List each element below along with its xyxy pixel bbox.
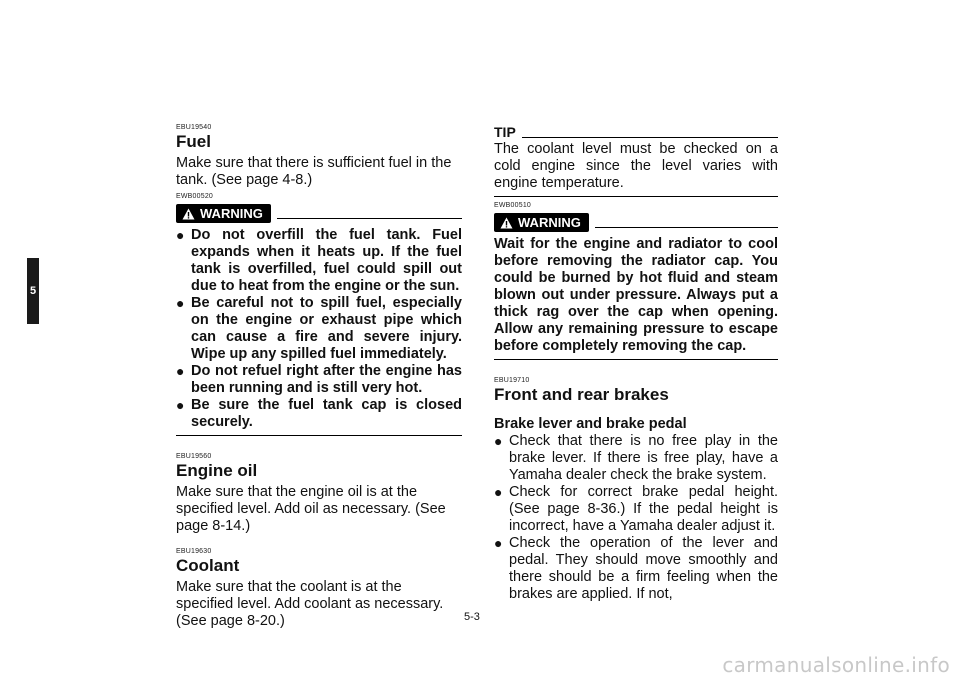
radiator-warning-code: EWB00510 <box>494 202 532 209</box>
warning-triangle-icon <box>500 217 513 229</box>
coolant-section-code: EBU19630 <box>176 548 212 555</box>
list-item: ● Be careful not to spill fuel, especially on the engine or exhaust pipe which can cause a fire and severe injury. Wipe up any spilled fuel immediately. <box>176 295 462 362</box>
bullet-icon: ● <box>176 397 185 413</box>
bullet-icon: ● <box>176 227 185 243</box>
list-item: ● Check the operation of the lever and pedal. They should move smoothly and there should be a firm feeling when the brakes are applied. If not, <box>494 535 778 602</box>
bullet-icon: ● <box>494 484 503 500</box>
bullet-icon: ● <box>176 295 185 311</box>
fuel-warning-header <box>176 204 462 223</box>
fuel-section-code: EBU19540 <box>176 124 212 131</box>
brakes-subheading: Brake lever and brake pedal <box>494 416 687 432</box>
warning-badge <box>176 204 271 223</box>
fuel-warning-code: EWB00520 <box>176 193 214 200</box>
engine-oil-section-code: EBU19560 <box>176 453 212 460</box>
brakes-section-code: EBU19710 <box>494 377 530 384</box>
coolant-heading: Coolant <box>176 556 240 575</box>
brakes-list <box>494 433 778 603</box>
list-item: ● Be sure the fuel tank cap is closed securely. <box>176 397 462 430</box>
fuel-heading: Fuel <box>176 132 211 151</box>
warning-badge <box>494 213 589 232</box>
bullet-icon: ● <box>494 433 503 449</box>
warning-triangle-icon <box>182 208 195 220</box>
engine-oil-body: Make sure that the engine oil is at the specified level. Add oil as necessary. (See page 8-14.) <box>176 484 446 534</box>
list-item: ● Check for correct brake pedal height. (See page 8-36.) If the pedal height is incorrect, have a Yamaha dealer adjust it. <box>494 484 778 534</box>
warning-end-rule <box>494 359 778 360</box>
bullet-icon: ● <box>494 535 503 551</box>
watermark: carmanualsonline.info <box>722 653 950 677</box>
tip-label: TIP <box>494 124 516 140</box>
right-column <box>494 124 778 603</box>
tip-body: The coolant level must be checked on a cold engine since the level varies with engine temperature. <box>494 141 778 191</box>
radiator-warning-header <box>494 213 778 232</box>
list-item: ● Check that there is no free play in the brake lever. If there is free play, have a Yamaha dealer check the brake system. <box>494 433 778 483</box>
engine-oil-heading: Engine oil <box>176 461 258 480</box>
radiator-warning-body: Wait for the engine and radiator to cool before removing the radiator cap. You could be burned by hot fluid and steam blown out under pressure. Always put a thick rag over the cap when opening. Allow any remaining pressure to escape before completely removing the cap. <box>494 236 778 354</box>
list-item: ● Do not overfill the fuel tank. Fuel expands when it heats up. If the fuel tank is overfilled, fuel could spill out due to heat from the engine or the sun. <box>176 227 462 294</box>
bullet-icon: ● <box>176 363 185 379</box>
left-column <box>176 124 462 630</box>
warning-rule <box>277 218 462 219</box>
page-number: 5-3 <box>464 611 480 623</box>
coolant-body: Make sure that the coolant is at the specified level. Add coolant as necessary. (See page 8-20.) <box>176 579 444 629</box>
warning-label: WARNING <box>518 215 581 230</box>
list-item: ● Do not refuel right after the engine has been running and is still very hot. <box>176 363 462 396</box>
fuel-body: Make sure that there is sufficient fuel in the tank. (See page 4-8.) <box>176 155 452 188</box>
tip-header <box>494 124 778 141</box>
tip-rule <box>522 137 778 138</box>
fuel-warning-list <box>176 227 462 435</box>
warning-end-rule <box>176 435 462 436</box>
tip-end-rule <box>494 196 778 197</box>
warning-label: WARNING <box>200 206 263 221</box>
chapter-tab: 5 <box>27 258 39 324</box>
warning-rule <box>595 227 778 228</box>
brakes-heading: Front and rear brakes <box>494 385 669 404</box>
